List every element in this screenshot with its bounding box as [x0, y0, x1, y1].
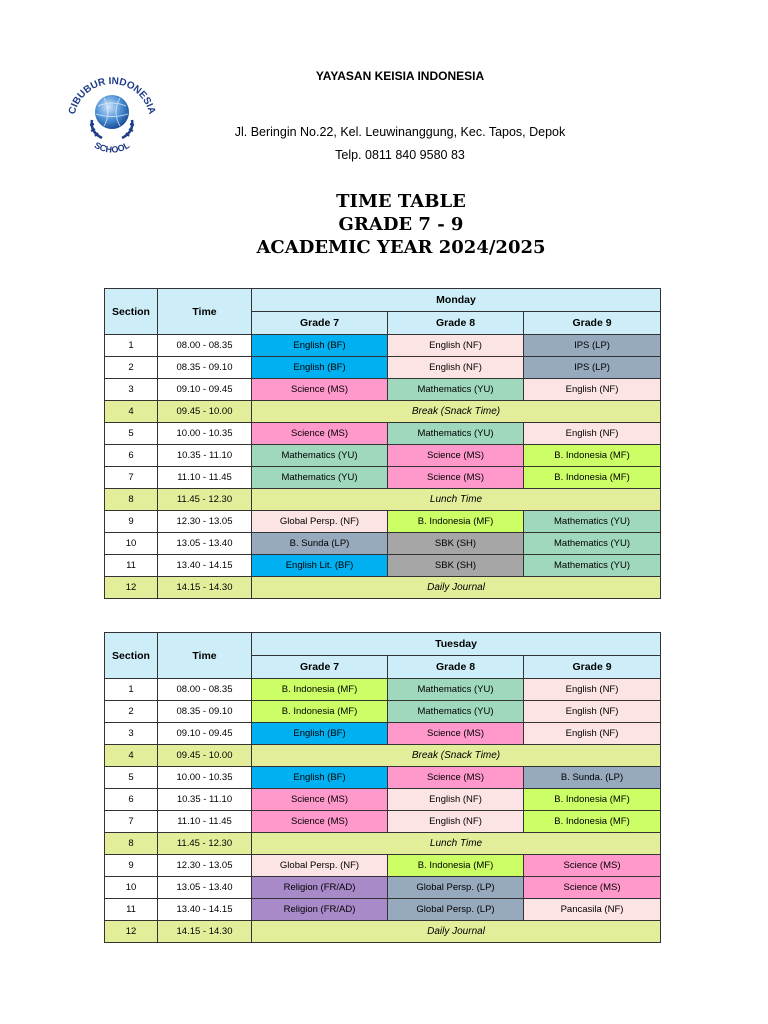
- grade7-cell: English (BF): [252, 335, 388, 357]
- column-header-time: Time: [158, 633, 252, 679]
- section-cell: 7: [105, 811, 158, 833]
- day-header: Monday: [252, 289, 661, 312]
- day-header: Tuesday: [252, 633, 661, 656]
- grade9-cell: B. Sunda. (LP): [524, 767, 661, 789]
- table-row: [105, 335, 661, 357]
- section-cell: 8: [105, 489, 158, 511]
- section-cell: 6: [105, 789, 158, 811]
- grade7-cell: Science (MS): [252, 811, 388, 833]
- table-row: [105, 533, 661, 555]
- section-cell: 1: [105, 335, 158, 357]
- time-cell: 09.10 - 09.45: [158, 723, 252, 745]
- grade9-cell: English (NF): [524, 379, 661, 401]
- time-cell: 14.15 - 14.30: [158, 577, 252, 599]
- grade9-cell: Mathematics (YU): [524, 511, 661, 533]
- grade7-cell: B. Indonesia (MF): [252, 679, 388, 701]
- section-cell: 3: [105, 379, 158, 401]
- school-logo: [62, 72, 162, 160]
- time-cell: 14.15 - 14.30: [158, 921, 252, 943]
- section-cell: 11: [105, 899, 158, 921]
- column-header-grade9: Grade 9: [524, 656, 661, 679]
- table-row: [105, 789, 661, 811]
- section-cell: 9: [105, 855, 158, 877]
- column-header-time: Time: [158, 289, 252, 335]
- time-cell: 13.40 - 14.15: [158, 899, 252, 921]
- grade9-cell: Mathematics (YU): [524, 555, 661, 577]
- section-cell: 9: [105, 511, 158, 533]
- grade8-cell: Mathematics (YU): [388, 679, 524, 701]
- time-cell: 13.05 - 13.40: [158, 877, 252, 899]
- column-header-grade7: Grade 7: [252, 312, 388, 335]
- table-row: [105, 379, 661, 401]
- time-cell: 09.45 - 10.00: [158, 401, 252, 423]
- time-cell: 10.00 - 10.35: [158, 767, 252, 789]
- grade9-cell: Science (MS): [524, 855, 661, 877]
- table-row: [105, 877, 661, 899]
- time-cell: 11.45 - 12.30: [158, 489, 252, 511]
- grade8-cell: Science (MS): [388, 445, 524, 467]
- column-header-grade7: Grade 7: [252, 656, 388, 679]
- grade8-cell: English (NF): [388, 357, 524, 379]
- time-cell: 09.45 - 10.00: [158, 745, 252, 767]
- section-cell: 6: [105, 445, 158, 467]
- section-cell: 5: [105, 767, 158, 789]
- organization-phone: Telp. 0811 840 9580 83: [335, 148, 465, 162]
- section-cell: 10: [105, 533, 158, 555]
- grade9-cell: English (NF): [524, 701, 661, 723]
- section-cell: 2: [105, 357, 158, 379]
- table-row: [105, 921, 661, 943]
- grade9-cell: B. Indonesia (MF): [524, 789, 661, 811]
- table-row: [105, 679, 661, 701]
- column-header-section: Section: [105, 289, 158, 335]
- grade9-cell: Mathematics (YU): [524, 533, 661, 555]
- grade9-cell: English (NF): [524, 423, 661, 445]
- table-row: [105, 701, 661, 723]
- time-cell: 11.45 - 12.30: [158, 833, 252, 855]
- break-cell: Daily Journal: [252, 921, 661, 943]
- table-row: [105, 745, 661, 767]
- grade9-cell: B. Indonesia (MF): [524, 445, 661, 467]
- table-row: [105, 467, 661, 489]
- grade8-cell: B. Indonesia (MF): [388, 855, 524, 877]
- grade7-cell: Religion (FR/AD): [252, 877, 388, 899]
- time-cell: 13.40 - 14.15: [158, 555, 252, 577]
- grade8-cell: Science (MS): [388, 723, 524, 745]
- time-cell: 11.10 - 11.45: [158, 811, 252, 833]
- time-cell: 11.10 - 11.45: [158, 467, 252, 489]
- table-row: [105, 767, 661, 789]
- break-cell: Break (Snack Time): [252, 745, 661, 767]
- grade8-cell: English (NF): [388, 811, 524, 833]
- grade7-cell: B. Sunda (LP): [252, 533, 388, 555]
- grade9-cell: B. Indonesia (MF): [524, 467, 661, 489]
- organization-name: YAYASAN KEISIA INDONESIA: [315, 69, 485, 83]
- title-line-2: GRADE 7 - 9: [338, 214, 464, 235]
- grade8-cell: Science (MS): [388, 467, 524, 489]
- timetable-tuesday: [104, 632, 661, 943]
- grade7-cell: Mathematics (YU): [252, 445, 388, 467]
- section-cell: 10: [105, 877, 158, 899]
- grade7-cell: Global Persp. (NF): [252, 511, 388, 533]
- table-row: [105, 811, 661, 833]
- time-cell: 10.00 - 10.35: [158, 423, 252, 445]
- table-row: [105, 555, 661, 577]
- time-cell: 10.35 - 11.10: [158, 789, 252, 811]
- break-cell: Lunch Time: [252, 833, 661, 855]
- table-row: [105, 445, 661, 467]
- table-row: [105, 855, 661, 877]
- grade7-cell: B. Indonesia (MF): [252, 701, 388, 723]
- section-cell: 8: [105, 833, 158, 855]
- section-cell: 4: [105, 745, 158, 767]
- section-cell: 1: [105, 679, 158, 701]
- grade9-cell: B. Indonesia (MF): [524, 811, 661, 833]
- section-cell: 12: [105, 921, 158, 943]
- table-row: [105, 357, 661, 379]
- grade7-cell: Science (MS): [252, 789, 388, 811]
- section-cell: 2: [105, 701, 158, 723]
- table-row: [105, 489, 661, 511]
- section-cell: 4: [105, 401, 158, 423]
- grade9-cell: English (NF): [524, 679, 661, 701]
- time-cell: 08.35 - 09.10: [158, 701, 252, 723]
- table-row: [105, 899, 661, 921]
- break-cell: Lunch Time: [252, 489, 661, 511]
- table-row: [105, 511, 661, 533]
- grade7-cell: English (BF): [252, 767, 388, 789]
- break-cell: Break (Snack Time): [252, 401, 661, 423]
- grade8-cell: Mathematics (YU): [388, 379, 524, 401]
- grade7-cell: Global Persp. (NF): [252, 855, 388, 877]
- grade7-cell: Science (MS): [252, 379, 388, 401]
- grade7-cell: English (BF): [252, 723, 388, 745]
- time-cell: 10.35 - 11.10: [158, 445, 252, 467]
- table-row: [105, 833, 661, 855]
- document-title: [200, 190, 602, 259]
- grade7-cell: Mathematics (YU): [252, 467, 388, 489]
- time-cell: 08.35 - 09.10: [158, 357, 252, 379]
- title-line-1: TIME TABLE: [336, 191, 466, 212]
- grade8-cell: B. Indonesia (MF): [388, 511, 524, 533]
- grade7-cell: Science (MS): [252, 423, 388, 445]
- table-row: [105, 423, 661, 445]
- organization-address: Jl. Beringin No.22, Kel. Leuwinanggung, Kec. Tapos, Depok: [234, 125, 566, 139]
- timetable-monday: [104, 288, 661, 599]
- break-cell: Daily Journal: [252, 577, 661, 599]
- globe-laurel-icon: [90, 95, 134, 138]
- time-cell: 12.30 - 13.05: [158, 511, 252, 533]
- column-header-grade8: Grade 8: [388, 312, 524, 335]
- time-cell: 09.10 - 09.45: [158, 379, 252, 401]
- time-cell: 08.00 - 08.35: [158, 335, 252, 357]
- grade8-cell: English (NF): [388, 789, 524, 811]
- time-cell: 08.00 - 08.35: [158, 679, 252, 701]
- grade9-cell: IPS (LP): [524, 335, 661, 357]
- grade7-cell: English Lit. (BF): [252, 555, 388, 577]
- grade8-cell: Mathematics (YU): [388, 423, 524, 445]
- grade9-cell: IPS (LP): [524, 357, 661, 379]
- grade8-cell: Science (MS): [388, 767, 524, 789]
- time-cell: 12.30 - 13.05: [158, 855, 252, 877]
- grade8-cell: Global Persp. (LP): [388, 877, 524, 899]
- section-cell: 7: [105, 467, 158, 489]
- column-header-grade8: Grade 8: [388, 656, 524, 679]
- logo-ring-top-text: CIBUBUR INDONESIA: [66, 75, 158, 116]
- section-cell: 5: [105, 423, 158, 445]
- section-cell: 11: [105, 555, 158, 577]
- grade8-cell: SBK (SH): [388, 555, 524, 577]
- title-line-3: ACADEMIC YEAR 2024/2025: [256, 237, 546, 258]
- time-cell: 13.05 - 13.40: [158, 533, 252, 555]
- grade8-cell: Mathematics (YU): [388, 701, 524, 723]
- section-cell: 3: [105, 723, 158, 745]
- section-cell: 12: [105, 577, 158, 599]
- grade7-cell: Religion (FR/AD): [252, 899, 388, 921]
- table-row: [105, 723, 661, 745]
- grade9-cell: Science (MS): [524, 877, 661, 899]
- logo-ring-bottom-text: SCHOOL: [92, 139, 132, 155]
- column-header-section: Section: [105, 633, 158, 679]
- table-row: [105, 401, 661, 423]
- grade8-cell: English (NF): [388, 335, 524, 357]
- grade9-cell: Pancasila (NF): [524, 899, 661, 921]
- grade9-cell: English (NF): [524, 723, 661, 745]
- column-header-grade9: Grade 9: [524, 312, 661, 335]
- grade8-cell: Global Persp. (LP): [388, 899, 524, 921]
- grade8-cell: SBK (SH): [388, 533, 524, 555]
- grade7-cell: English (BF): [252, 357, 388, 379]
- table-row: [105, 577, 661, 599]
